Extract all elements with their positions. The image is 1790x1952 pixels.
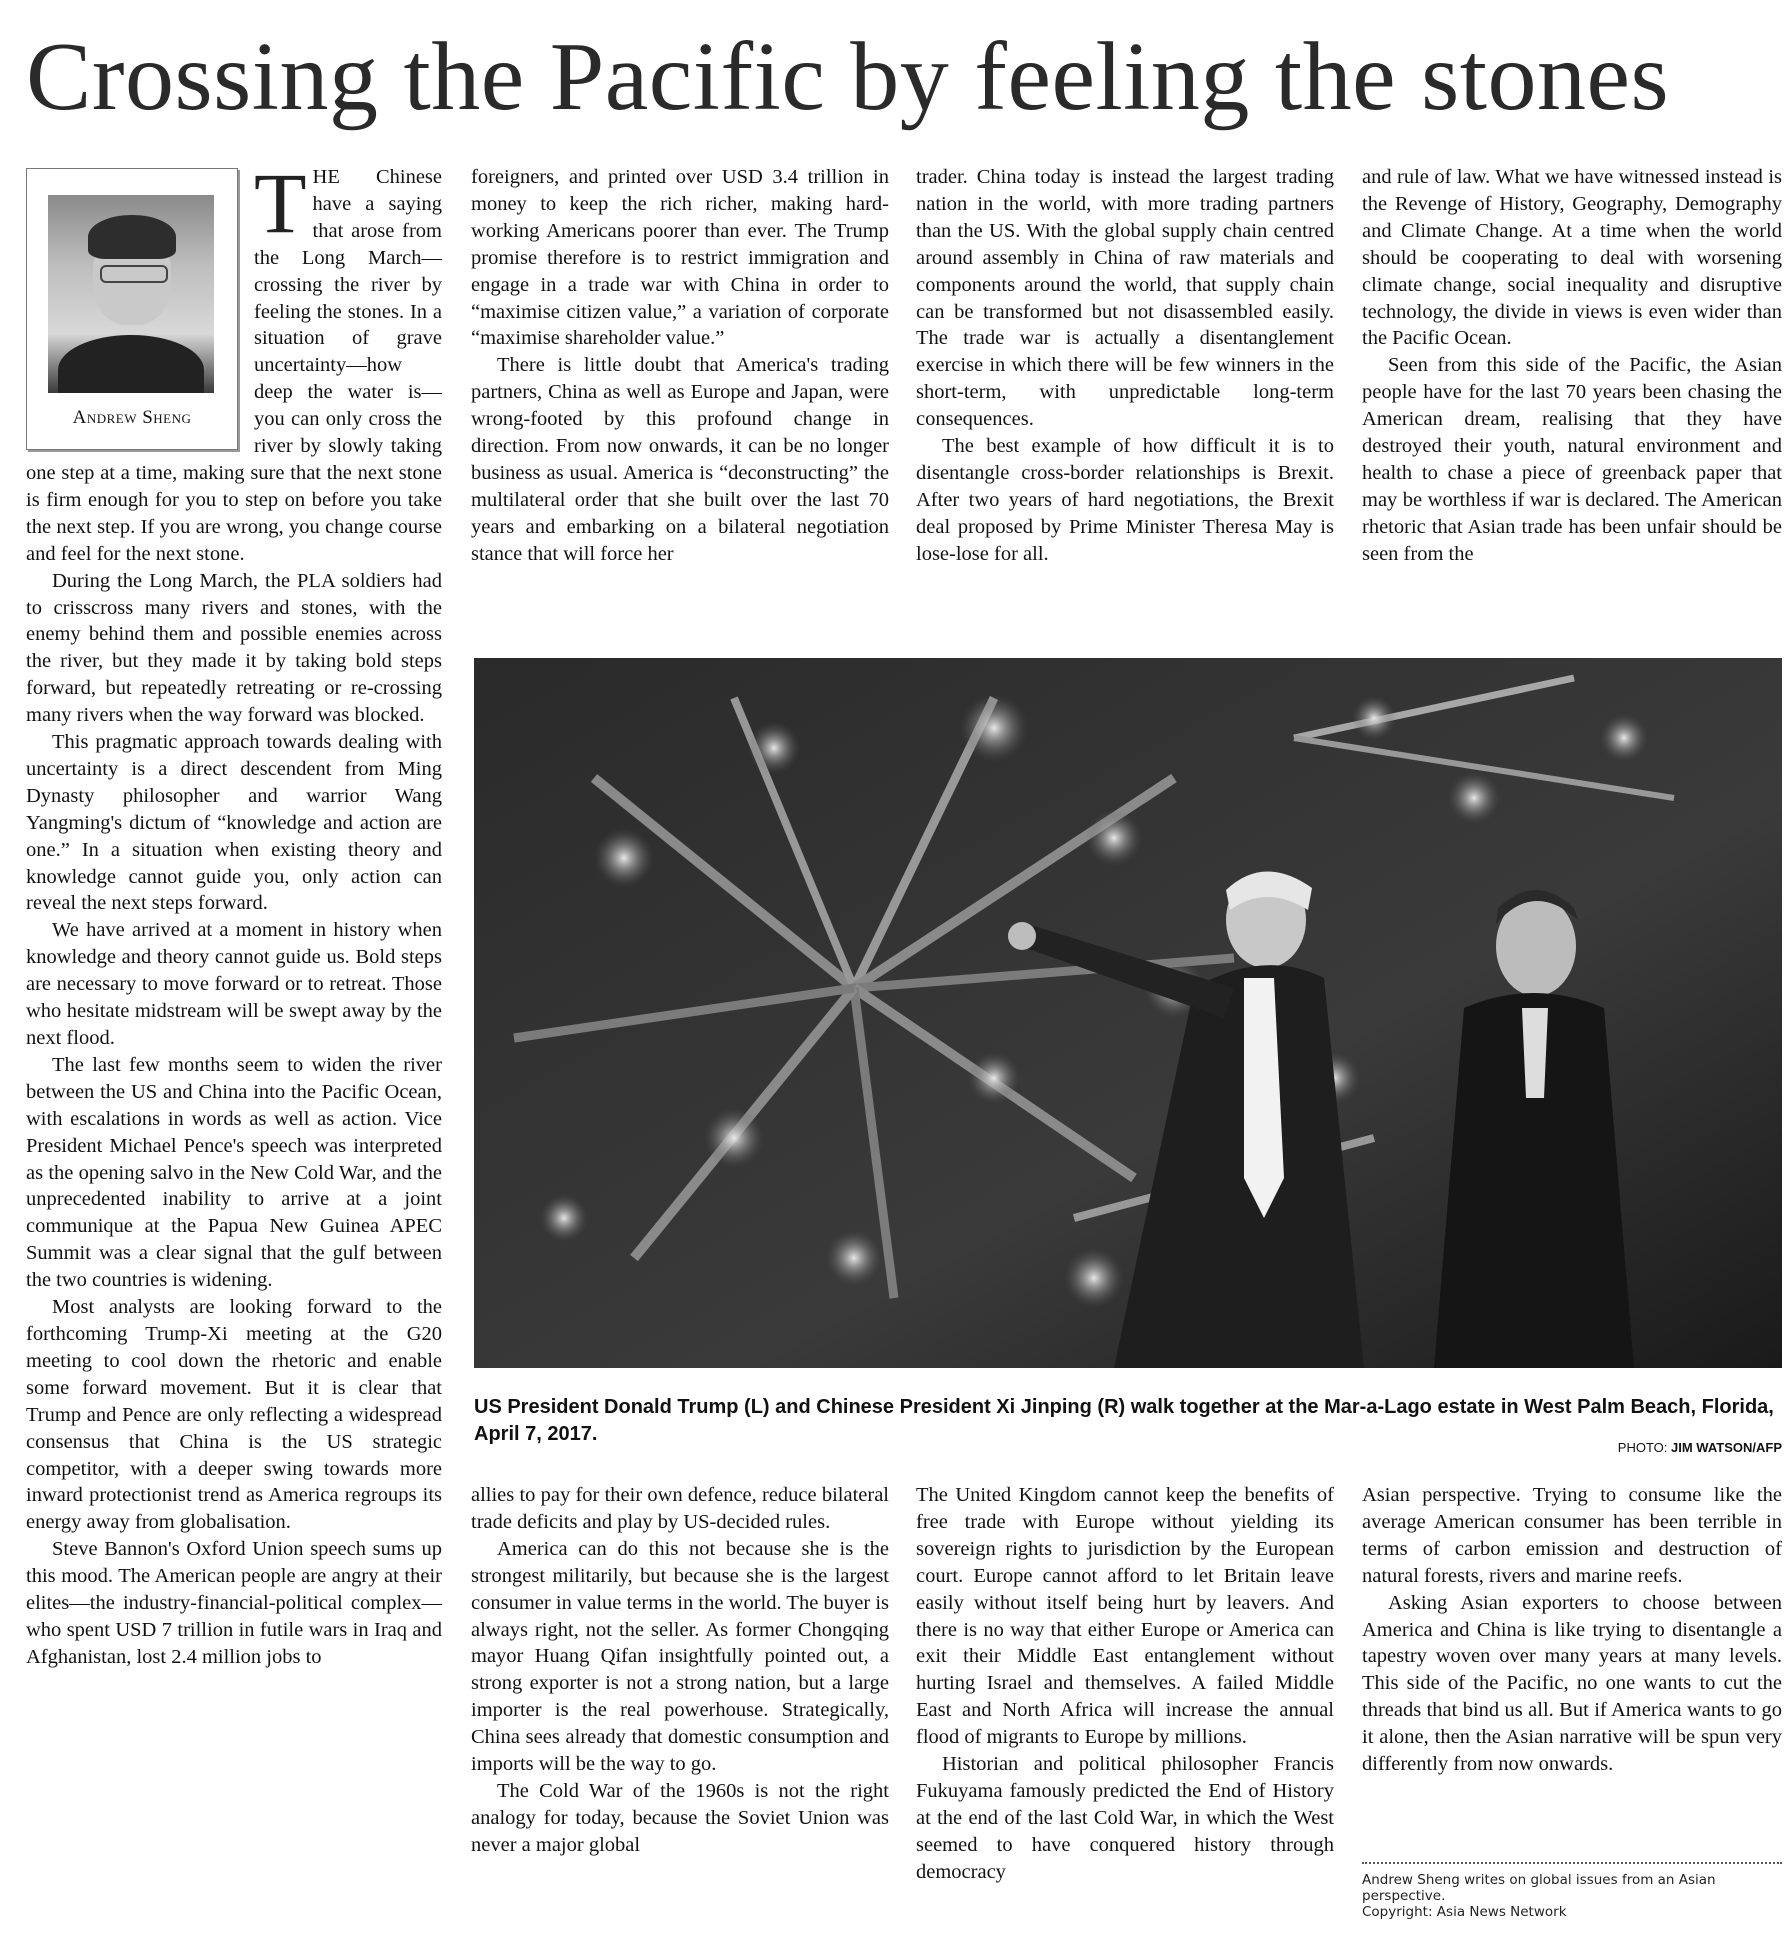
news-photo xyxy=(474,658,1782,1368)
paragraph: Most analysts are looking forward to the forthcoming Trump-Xi meeting at the G20 meeting to cool down the rhetoric and enable some forward movement. But it is clear that Trump and Pence are only reflecting a widespread consensus that China is the US strategic competitor, with a deeper swing towards more inward protectionist trend as America regroups its energy away from globalisation. xyxy=(26,1296,442,1534)
paragraph: This pragmatic approach towards dealing with uncertainty is a direct descendent from Ming Dynasty philosopher and warrior Wang Yangming's dictum of “knowledge and action are one.” In a situation when existing theory and knowledge cannot guide you, only action can reveal the next steps forward. xyxy=(26,731,442,915)
paragraph: Seen from this side of the Pacific, the Asian people have for the last 70 years been chasing the American dream, realising that they have destroyed their youth, natural environment and health to chase a piece of greenback paper that may be worthless if war is declared. The American rhetoric that Asian trade has been unfair should be seen from the xyxy=(1362,354,1782,565)
paragraph: Historian and political philosopher Francis Fukuyama famously predicted the End of History at the end of the last Cold War, in which the West seemed to have conquered history through democracy xyxy=(916,1753,1334,1883)
endnote-bio: Andrew Sheng writes on global issues from an Asian perspective. xyxy=(1362,1872,1716,1904)
photo-illustration xyxy=(474,658,1782,1368)
article-column-2-top xyxy=(471,164,889,624)
article-column-3-top xyxy=(916,164,1334,624)
paragraph: allies to pay for their own defence, reduce bilateral trade deficits and play by US-decided rules. xyxy=(471,1484,889,1533)
paragraph: The last few months seem to widen the river between the US and China into the Pacific Ocean, with escalations in words as well as action. Vice President Michael Pence's speech was interpreted as the opening salvo in the New Cold War, and the unprecedented inability to arrive at a joint communique at the Papua New Guinea APEC Summit was a clear signal that the gulf between the two countries is widening. xyxy=(26,1053,442,1292)
article-headline: Crossing the Pacific by feeling the stones xyxy=(26,23,1670,131)
author-portrait xyxy=(48,195,214,393)
paragraph: and rule of law. What we have witnessed instead is the Revenge of History, Geography, Demography and Climate Change. At a time when the world should be cooperating to deal with worsening climate change, social inequality and disruptive technology, the divide in views is even wider than the Pacific Ocean. xyxy=(1362,166,1782,350)
paragraph: We have arrived at a moment in history when knowledge and theory cannot guide us. Bold steps are necessary to move forward or to retreat. Those who hesitate midstream will be swept away by the next flood. xyxy=(26,919,442,1049)
paragraph: During the Long March, the PLA soldiers had to crisscross many rivers and stones, with the enemy behind them and possible enemies across the river, but they made it by taking bold steps forward, but repeatedly retreating or re-crossing many rivers when the way forward was blocked. xyxy=(26,569,442,727)
endnote-copyright: Copyright: Asia News Network xyxy=(1362,1904,1567,1920)
author-box xyxy=(26,168,238,450)
drop-cap: T xyxy=(254,164,307,251)
author-endnote xyxy=(1362,1862,1782,1952)
article-column-4-bottom xyxy=(1362,1482,1782,1852)
paragraph: The Cold War of the 1960s is not the right analogy for today, because the Soviet Union was never a major global xyxy=(471,1779,889,1856)
paragraph: Steve Bannon's Oxford Union speech sums up this mood. The American people are angry at their elites—the industry-financial-political complex—who spent USD 7 trillion in futile wars in Iraq and Afghanistan, lost 2.4 million jobs to xyxy=(26,1538,442,1668)
paragraph: The United Kingdom cannot keep the benefits of free trade with Europe without yielding its sovereign rights to jurisdiction by the European court. Europe cannot afford to let Britain leave easily without itself being hurt by leavers. And there is no way that either Europe or America can exit their Middle East entanglement without hurting Israel and themselves. A failed Middle East and North Africa will increase the annual flood of migrants to Europe by millions. xyxy=(916,1484,1334,1749)
article-column-2-bottom xyxy=(471,1482,889,1944)
paragraph: America can do this not because she is the strongest militarily, but because she is the largest consumer in value terms in the world. The buyer is always right, not the seller. As former Chongqing mayor Huang Qifan insightfully pointed out, a strong exporter is not a strong nation, but a large importer is the real powerhouse. Strategically, China sees already that domestic consumption and imports will be the way to go. xyxy=(471,1537,889,1776)
article-column-1 xyxy=(26,164,442,1944)
paragraph: There is little doubt that America's trading partners, China as well as Europe and Japan, were wrong-footed by this profound change in direction. From now onwards, it can be no longer business as usual. America is “deconstructing” the multilateral order that she built over the last 70 years and embarking on a bilateral negotiation stance that will force her xyxy=(471,354,889,565)
paragraph: The best example of how difficult it is to disentangle cross-border relationships is Brexit. After two years of hard negotiations, the Brexit deal proposed by Prime Minister Theresa May is lose-lose for all. xyxy=(916,435,1334,565)
paragraph: HE Chinese have a saying that arose from the Long March—crossing the river by feeling the stones. In a situation of grave uncertainty—how deep the water is—you can only cross the river by slowly taking one step at a time, making sure that the next stone is firm enough for you to step on before you take the next step. If you are wrong, you change course and feel for the next stone. xyxy=(26,166,442,565)
photo-credit xyxy=(1618,1440,1782,1455)
article-column-3-bottom xyxy=(916,1482,1334,1944)
paragraph: Asking Asian exporters to choose between America and China is like trying to disentangle a tapestry woven over many years at many levels. This side of the Pacific, no one wants to cut the threads that bind us all. But if America wants to go it alone, then the Asian narrative will be spun very differently from now onwards. xyxy=(1362,1591,1782,1776)
photo-credit-label: PHOTO: xyxy=(1617,1440,1668,1455)
article-column-4-top xyxy=(1362,164,1782,624)
paragraph: trader. China today is instead the largest trading nation in the world, with more trading partners than the US. With the global supply chain centred around assembly in China of raw materials and components around the world, that supply chain can be transformed but not disassembled easily. The trade war is actually a disentanglement exercise in which there will be few winners in the short-term, with unpredictable long-term consequences. xyxy=(916,166,1334,431)
photo-credit-name: JIM WATSON/AFP xyxy=(1671,1440,1782,1455)
author-name: Andrew Sheng xyxy=(72,407,192,428)
paragraph: foreigners, and printed over USD 3.4 trillion in money to keep the rich richer, making hard-working Americans poorer than ever. The Trump promise therefore is to restrict immigration and engage in a trade war with China in order to “maximise citizen value,” a variation of corporate “maximise shareholder value.” xyxy=(471,166,889,350)
photo-caption: US President Donald Trump (L) and Chinese President Xi Jinping (R) walk together at the Mar-a-Lago estate in West Palm Beach, Florida, April 7, 2017. xyxy=(474,1396,1774,1445)
paragraph: Asian perspective. Trying to consume like the average American consumer has been terrible in terms of carbon emission and destruction of natural forests, rivers and marine reefs. xyxy=(1362,1484,1782,1587)
